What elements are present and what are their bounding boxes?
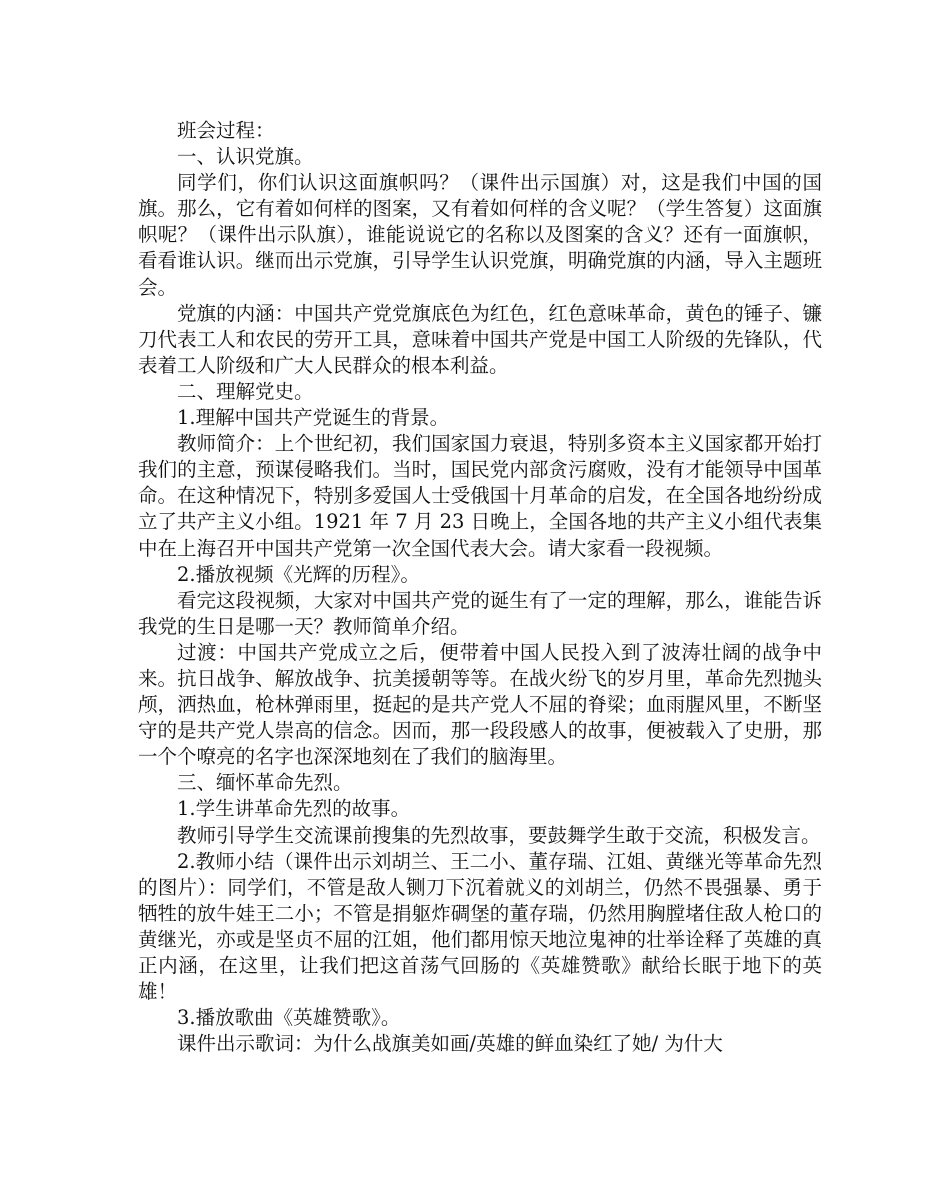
paragraph: 教师简介：上个世纪初，我们国家国力衰退，特别多资本主义国家都开始打我们的主意，预谋侵略我们。当时，国民党内部贪污腐败，没有才能领导中国革命。在这种情况下，特别多爱国人士受俄国十月革命的启发，在全国各地纷纷成立了共产主义小组。1921 年 7 月 23 日晚上，全国各地的共产主义小组代表集中在上海召开中国共产党第一次全国代表大会。请大家看一段视频。: [138, 432, 822, 560]
document-body: [138, 118, 822, 1057]
section-heading-2: 二、理解党史。: [177, 379, 314, 403]
paragraph: 过渡：中国共产党成立之后，便带着中国人民投入到了波涛壮阔的战争中来。抗日战争、解放战争、抗美援朝等等。在战火纷飞的岁月里，革命先烈抛头颅，洒热血，枪林弹雨里，挺起的是共产党人不屈的脊梁；血雨腥风里，不断坚守的是共产党人崇高的信念。因而，那一段段感人的故事，便被载入了史册，那一个个嘹亮的名字也深深地刻在了我们的脑海里。: [138, 640, 822, 769]
paragraph: 党旗的内涵：中国共产党党旗底色为红色，红色意味革命，黄色的锤子、镰刀代表工人和农民的劳开工具，意味着中国共产党是中国工人阶级的先锋队，代表着工人阶级和广大人民群众的根本利益。: [138, 301, 822, 377]
sub-heading: 1.学生讲革命先烈的故事。: [177, 797, 411, 821]
paragraph: 看完这段视频，大家对中国共产党的诞生有了一定的理解，那么，谁能告诉我党的生日是哪一天？教师简单介绍。: [138, 588, 822, 638]
paragraph: 同学们，你们认识这面旗帜吗？（课件出示国旗）对，这是我们中国的国旗。那么，它有着如何样的图案，又有着如何样的含义呢？（学生答复）这面旗帜呢？（课件出示队旗），谁能说说它的名称以及图案的含义？还有一面旗帜，看看谁认识。继而出示党旗，引导学生认识党旗，明确党旗的内涵，导入主题班会。: [138, 171, 822, 299]
sub-heading: 3.播放歌曲《英雄赞歌》。: [177, 1006, 401, 1030]
section-label: 班会过程：: [177, 119, 275, 142]
sub-heading: 2.播放视频《光辉的历程》。: [177, 562, 420, 586]
paragraph: 2.教师小结（课件出示刘胡兰、王二小、董存瑞、江姐、黄继光等革命先烈的图片）：同学们，不管是敌人铡刀下沉着就义的刘胡兰，仍然不畏强暴、勇于牺牲的放牛娃王二小；不管是捐躯炸碉堡的董存瑞，仍然用胸膛堵住敌人枪口的黄继光，亦或是坚贞不屈的江姐，他们都用惊天地泣鬼神的壮举诠释了英雄的真正内涵，在这里，让我们把这首荡气回肠的《英雄赞歌》献给长眠于地下的英雄！: [138, 849, 822, 1004]
section-heading-3: 三、缅怀革命先烈。: [177, 771, 353, 795]
section-heading-1: 一、认识党旗。: [177, 145, 314, 169]
paragraph: 课件出示歌词：为什么战旗美如画/英雄的鲜血染红了她/ 为什大: [177, 1032, 723, 1056]
sub-heading: 1.理解中国共产党诞生的背景。: [177, 406, 450, 430]
paragraph: 教师引导学生交流课前搜集的先烈故事，要鼓舞学生敢于交流，积极发言。: [177, 823, 821, 847]
